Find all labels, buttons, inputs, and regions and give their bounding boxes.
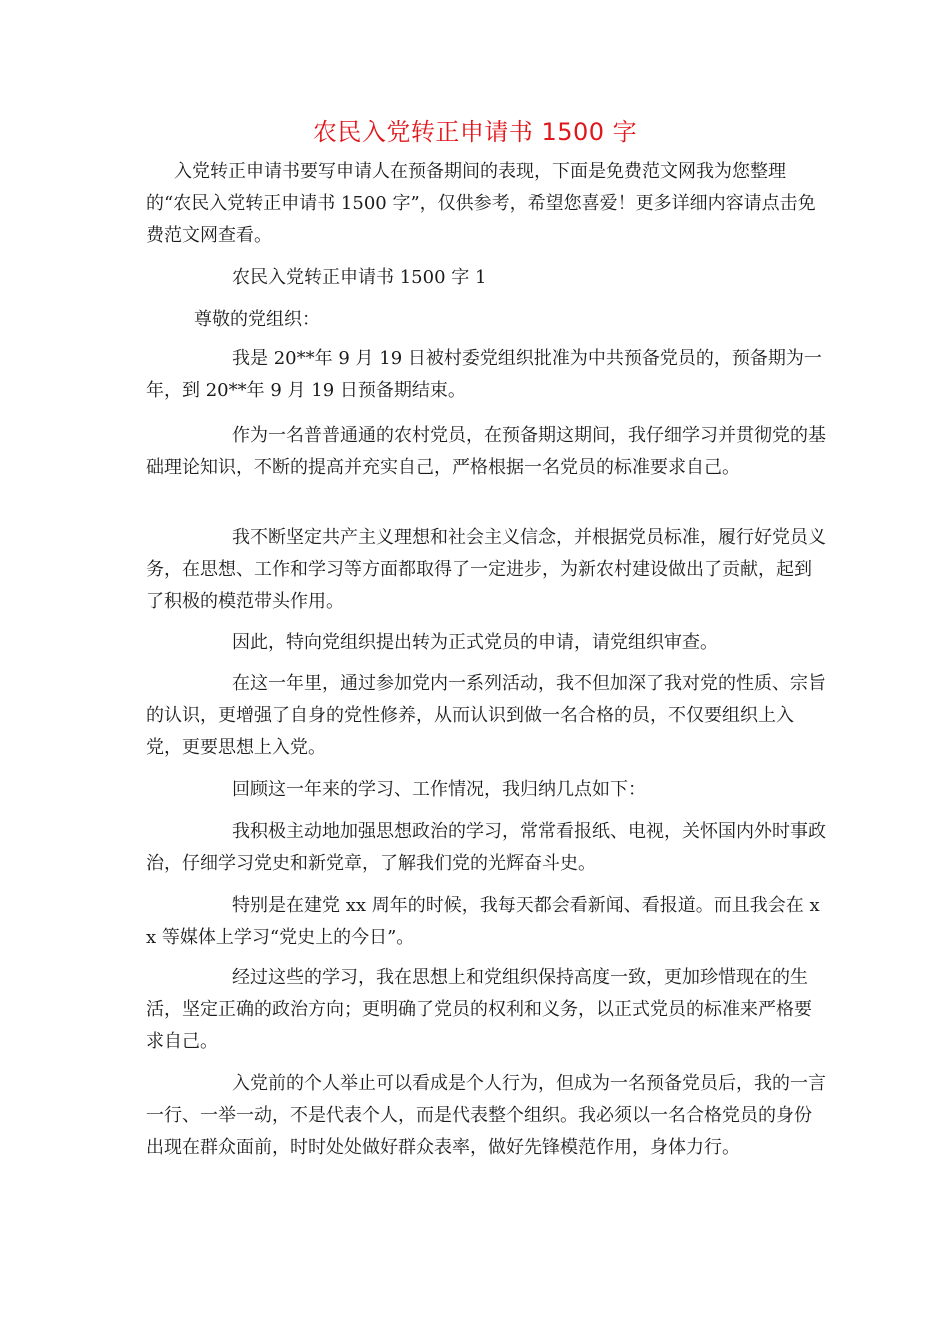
body-paragraph: 因此，特向党组织提出转为正式党员的申请，请党组织审查。	[232, 632, 718, 653]
salutation: 尊敬的党组织：	[194, 309, 320, 330]
intro-paragraph: 入党转正申请书要写申请人在预备期间的表现，下面是免费范文网我为您整理的“农民入党转正申请书 1500 字”，仅供参考，希望您喜爱！更多详细内容请点击免费范文网查看。	[146, 161, 816, 246]
subtitle: 农民入党转正申请书 1500 字 1	[232, 267, 487, 288]
body-paragraph: 我积极主动地加强思想政治的学习，常常看报纸、电视，关怀国内外时事政治，仔细学习党史和新党章，了解我们党的光辉奋斗史。	[146, 821, 826, 874]
body-paragraph: 我是 20**年 9 月 19 日被村委党组织批准为中共预备党员的，预备期为一年，到 20**年 9 月 19 日预备期结束。	[146, 348, 822, 401]
body-paragraph: 在这一年里，通过参加党内一系列活动，我不但加深了我对党的性质、宗旨的认识，更增强了自身的党性修养，从而认识到做一名合格的员，不仅要组织上入党，更要思想上入党。	[146, 673, 826, 758]
body-paragraph: 入党前的个人举止可以看成是个人行为，但成为一名预备党员后，我的一言一行、一举一动，不是代表个人，而是代表整个组织。我必须以一名合格党员的身份出现在群众面前，时时处处做好群众表率，做好先锋模范作用，身体力行。	[146, 1073, 826, 1158]
body-paragraph: 作为一名普普通通的农村党员，在预备期这期间，我仔细学习并贯彻党的基础理论知识，不断的提高并充实自己，严格根据一名党员的标准要求自己。	[146, 425, 826, 478]
body-paragraph: 回顾这一年来的学习、工作情况，我归纳几点如下：	[232, 779, 646, 800]
body-paragraph: 经过这些的学习，我在思想上和党组织保持高度一致，更加珍惜现在的生活，坚定正确的政治方向；更明确了党员的权利和义务，以正式党员的标准来严格要求自己。	[146, 967, 812, 1052]
document-title: 农民入党转正申请书 1500 字	[312, 118, 638, 146]
body-paragraph: 我不断坚定共产主义理想和社会主义信念，并根据党员标准，履行好党员义务，在思想、工作和学习等方面都取得了一定进步，为新农村建设做出了贡献，起到了积极的模范带头作用。	[146, 527, 826, 612]
body-paragraph: 特别是在建党 xx 周年的时候，我每天都会看新闻、看报道。而且我会在 xx 等媒体上学习“党史上的今日”。	[146, 895, 820, 948]
